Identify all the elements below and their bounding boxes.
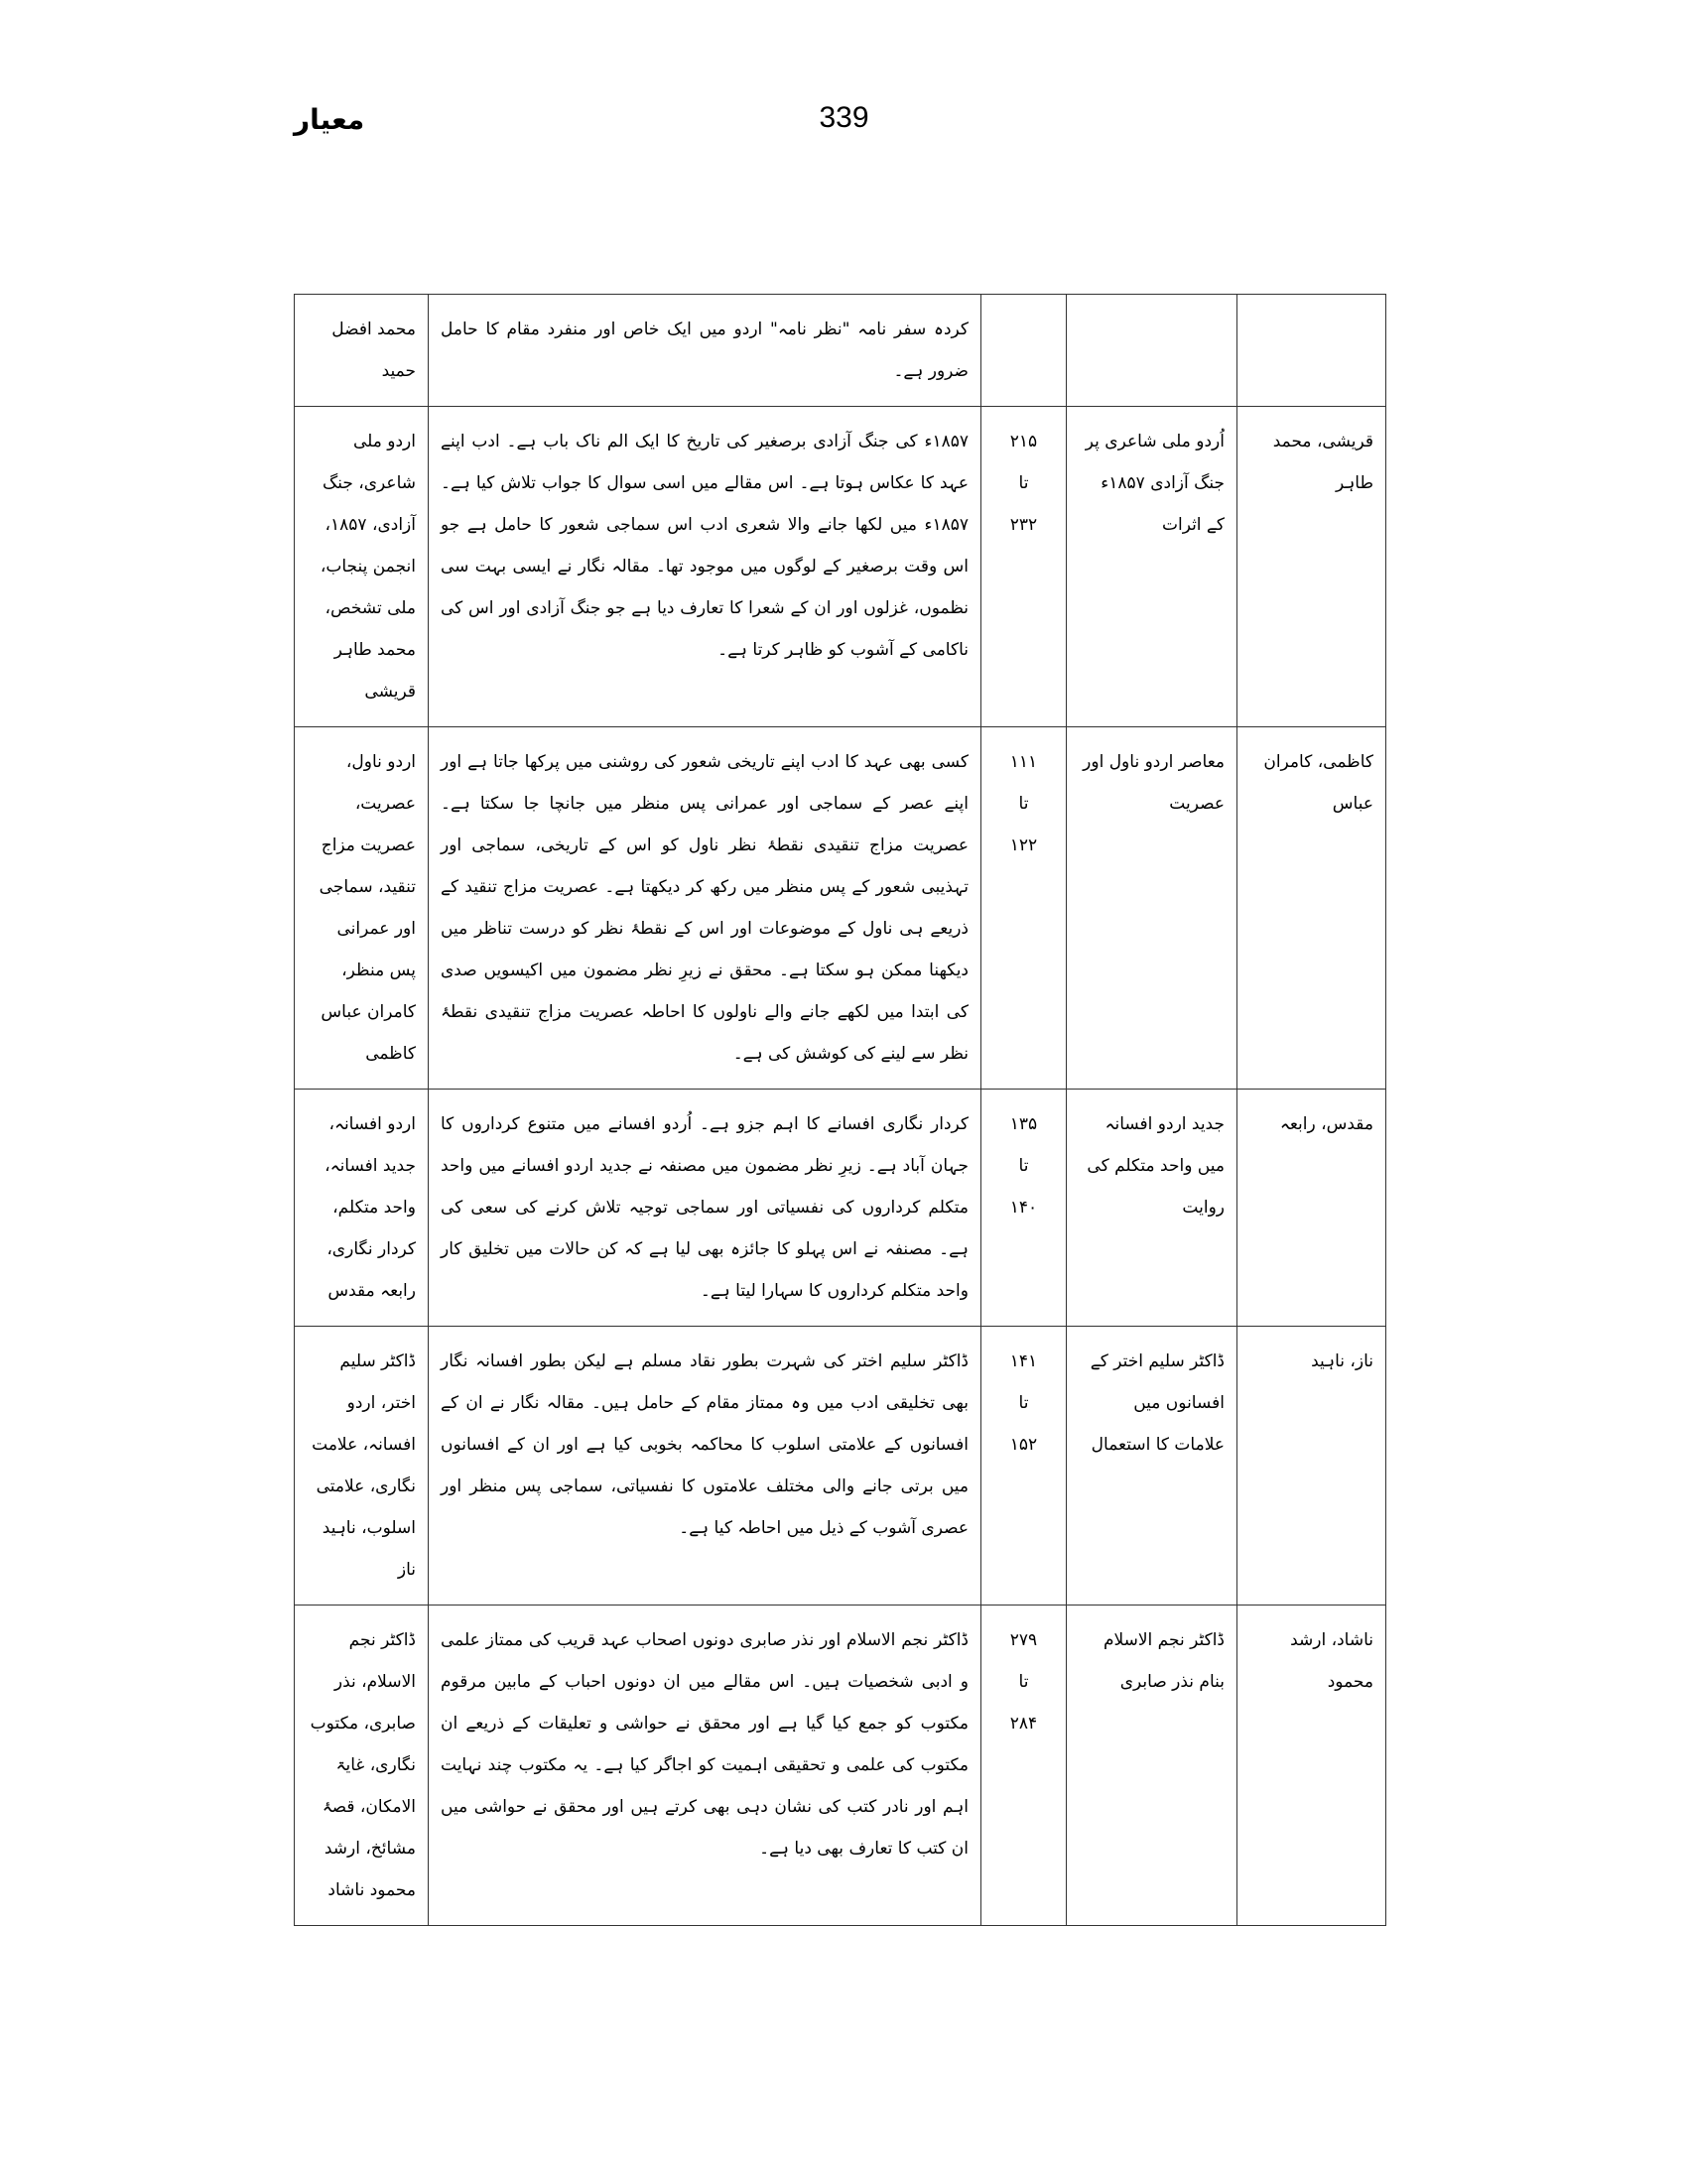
abstract-cell: کسی بھی عہد کا ادب اپنے تاریخی شعور کی روشنی میں پرکھا جاتا ہے اور اپنے عصر کے سماجی اور عمرانی پس منظر میں جانچا جا سکتا ہے۔ عصریت مزاج تنقیدی نقطۂ نظر ناول کو اس کے تاریخی، سماجی اور تہذیبی شعور کے پس منظر میں رکھ کر دیکھتا ہے۔ عصریت مزاج تنقید کے ذریعے ہی ناول کے موضوعات اور اس کے نقطۂ نظر کو درست تناظر میں دیکھنا ممکن ہو سکتا ہے۔ محقق نے زیرِ نظر مضمون میں اکیسویں صدی کی ابتدا میں لکھے جانے والے ناولوں کا احاطہ عصریت مزاج تنقیدی نقطۂ نظر سے لینے کی کوشش کی ہے۔	[429, 727, 981, 1090]
page-from: ۱۱۱	[1009, 752, 1038, 772]
page-range-separator: تا	[1018, 1393, 1029, 1413]
pages-cell	[981, 1090, 1067, 1327]
table-row	[295, 1090, 1386, 1327]
pages-cell	[981, 295, 1067, 407]
page-to: ۱۴۰	[1009, 1198, 1038, 1218]
pages-cell	[981, 407, 1067, 727]
keywords-cell: ڈاکٹر نجم الاسلام، نذر صابری، مکتوب نگاری، غایۃ الامکان، قصۂ مشائخ، ارشد محمود ناشاد	[295, 1606, 429, 1926]
page-to: ۱۵۲	[1009, 1435, 1038, 1455]
page-range-separator: تا	[1018, 1672, 1029, 1692]
table-row	[295, 407, 1386, 727]
page-range-separator: تا	[1018, 1156, 1029, 1176]
title-cell: ڈاکٹر نجم الاسلام بنام نذر صابری	[1067, 1606, 1237, 1926]
page-range-separator: تا	[1018, 794, 1029, 814]
page-from: ۲۱۵	[1009, 432, 1038, 451]
table-row	[295, 1327, 1386, 1606]
abstract-cell: کردہ سفر نامہ "نظر نامہ" اردو میں ایک خاص اور منفرد مقام کا حامل ضرور ہے۔	[429, 295, 981, 407]
author-cell: قریشی، محمد طاہر	[1237, 407, 1386, 727]
author-cell: ناز، ناہید	[1237, 1327, 1386, 1606]
author-cell: ناشاد، ارشد محمود	[1237, 1606, 1386, 1926]
page-range-separator: تا	[1018, 473, 1029, 493]
page-to: ۲۳۲	[1009, 515, 1038, 535]
keywords-cell: ڈاکٹر سلیم اختر، اردو افسانہ، علامت نگاری، علامتی اسلوب، ناہید ناز	[295, 1327, 429, 1606]
page-to: ۱۲۲	[1009, 835, 1038, 855]
author-cell	[1237, 295, 1386, 407]
table-row	[295, 727, 1386, 1090]
keywords-cell: اردو ملی شاعری، جنگ آزادی، ۱۸۵۷، انجمن پنجاب، ملی تشخص، محمد طاہر قریشی	[295, 407, 429, 727]
page-from: ۲۷۹	[1009, 1630, 1038, 1650]
author-cell: کاظمی، کامران عباس	[1237, 727, 1386, 1090]
abstract-cell: کردار نگاری افسانے کا اہم جزو ہے۔ اُردو افسانے میں متنوع کرداروں کا جہان آباد ہے۔ زیرِ نظر مضمون میں مصنفہ نے جدید اردو افسانے میں واحد متکلم کرداروں کی نفسیاتی اور سماجی توجیہ تلاش کرنے کی سعی کی ہے۔ مصنفہ نے اس پہلو کا جائزہ بھی لیا ہے کہ کن حالات میں تخلیق کار واحد متکلم کرداروں کا سہارا لیتا ہے۔	[429, 1090, 981, 1327]
page-number: 339	[819, 101, 869, 134]
table-row	[295, 295, 1386, 407]
title-cell	[1067, 295, 1237, 407]
keywords-cell: اردو ناول، عصریت، عصریت مزاج تنقید، سماجی اور عمرانی پس منظر، کامران عباس کاظمی	[295, 727, 429, 1090]
journal-name: معیار	[294, 103, 365, 136]
author-cell: مقدس، رابعہ	[1237, 1090, 1386, 1327]
abstract-cell: ۱۸۵۷ء کی جنگ آزادی برصغیر کی تاریخ کا ایک الم ناک باب ہے۔ ادب اپنے عہد کا عکاس ہوتا ہے۔ اس مقالے میں اسی سوال کا جواب تلاش کیا ہے۔ ۱۸۵۷ء میں لکھا جانے والا شعری ادب اس سماجی شعور کا حامل ہے جو اس وقت برصغیر کے لوگوں میں موجود تھا۔ مقالہ نگار نے ایسی بہت سی نظموں، غزلوں اور ان کے شعرا کا تعارف دیا ہے جو جنگ آزادی اور اس کی ناکامی کے آشوب کو ظاہر کرتا ہے۔	[429, 407, 981, 727]
table-row	[295, 1606, 1386, 1926]
articles-index-table	[294, 294, 1386, 1926]
page-from: ۱۳۵	[1009, 1114, 1038, 1134]
abstract-cell: ڈاکٹر نجم الاسلام اور نذر صابری دونوں اصحاب عہد قریب کی ممتاز علمی و ادبی شخصیات ہیں۔ اس مقالے میں ان دونوں احباب کے مابین مرقوم مکتوب کو جمع کیا گیا ہے اور محقق نے حواشی و تعلیقات کے ذریعے ان مکتوب کی علمی و تحقیقی اہمیت کو اجاگر کیا ہے۔ یہ مکتوب چند نہایت اہم اور نادر کتب کی نشان دہی بھی کرتے ہیں اور محقق نے حواشی میں ان کتب کا تعارف بھی دیا ہے۔	[429, 1606, 981, 1926]
pages-cell	[981, 727, 1067, 1090]
title-cell: معاصر اردو ناول اور عصریت	[1067, 727, 1237, 1090]
title-cell: اُردو ملی شاعری پر جنگ آزادی ۱۸۵۷ء کے اثرات	[1067, 407, 1237, 727]
keywords-cell: محمد افضل حمید	[295, 295, 429, 407]
title-cell: جدید اردو افسانہ میں واحد متکلم کی روایت	[1067, 1090, 1237, 1327]
abstract-cell: ڈاکٹر سلیم اختر کی شہرت بطور نقاد مسلم ہے لیکن بطور افسانہ نگار بھی تخلیقی ادب میں وہ ممتاز مقام کے حامل ہیں۔ مقالہ نگار نے ان کے افسانوں کے علامتی اسلوب کا محاکمہ بخوبی کیا ہے اور ان کے افسانوں میں برتی جانے والی مختلف علامتوں کا نفسیاتی، سماجی پس منظر اور عصری آشوب کے ذیل میں احاطہ کیا ہے۔	[429, 1327, 981, 1606]
keywords-cell: اردو افسانہ، جدید افسانہ، واحد متکلم، کردار نگاری، رابعہ مقدس	[295, 1090, 429, 1327]
page-from: ۱۴۱	[1009, 1351, 1038, 1371]
page-to: ۲۸۴	[1009, 1714, 1038, 1734]
title-cell: ڈاکٹر سلیم اختر کے افسانوں میں علامات کا استعمال	[1067, 1327, 1237, 1606]
pages-cell	[981, 1606, 1067, 1926]
pages-cell	[981, 1327, 1067, 1606]
